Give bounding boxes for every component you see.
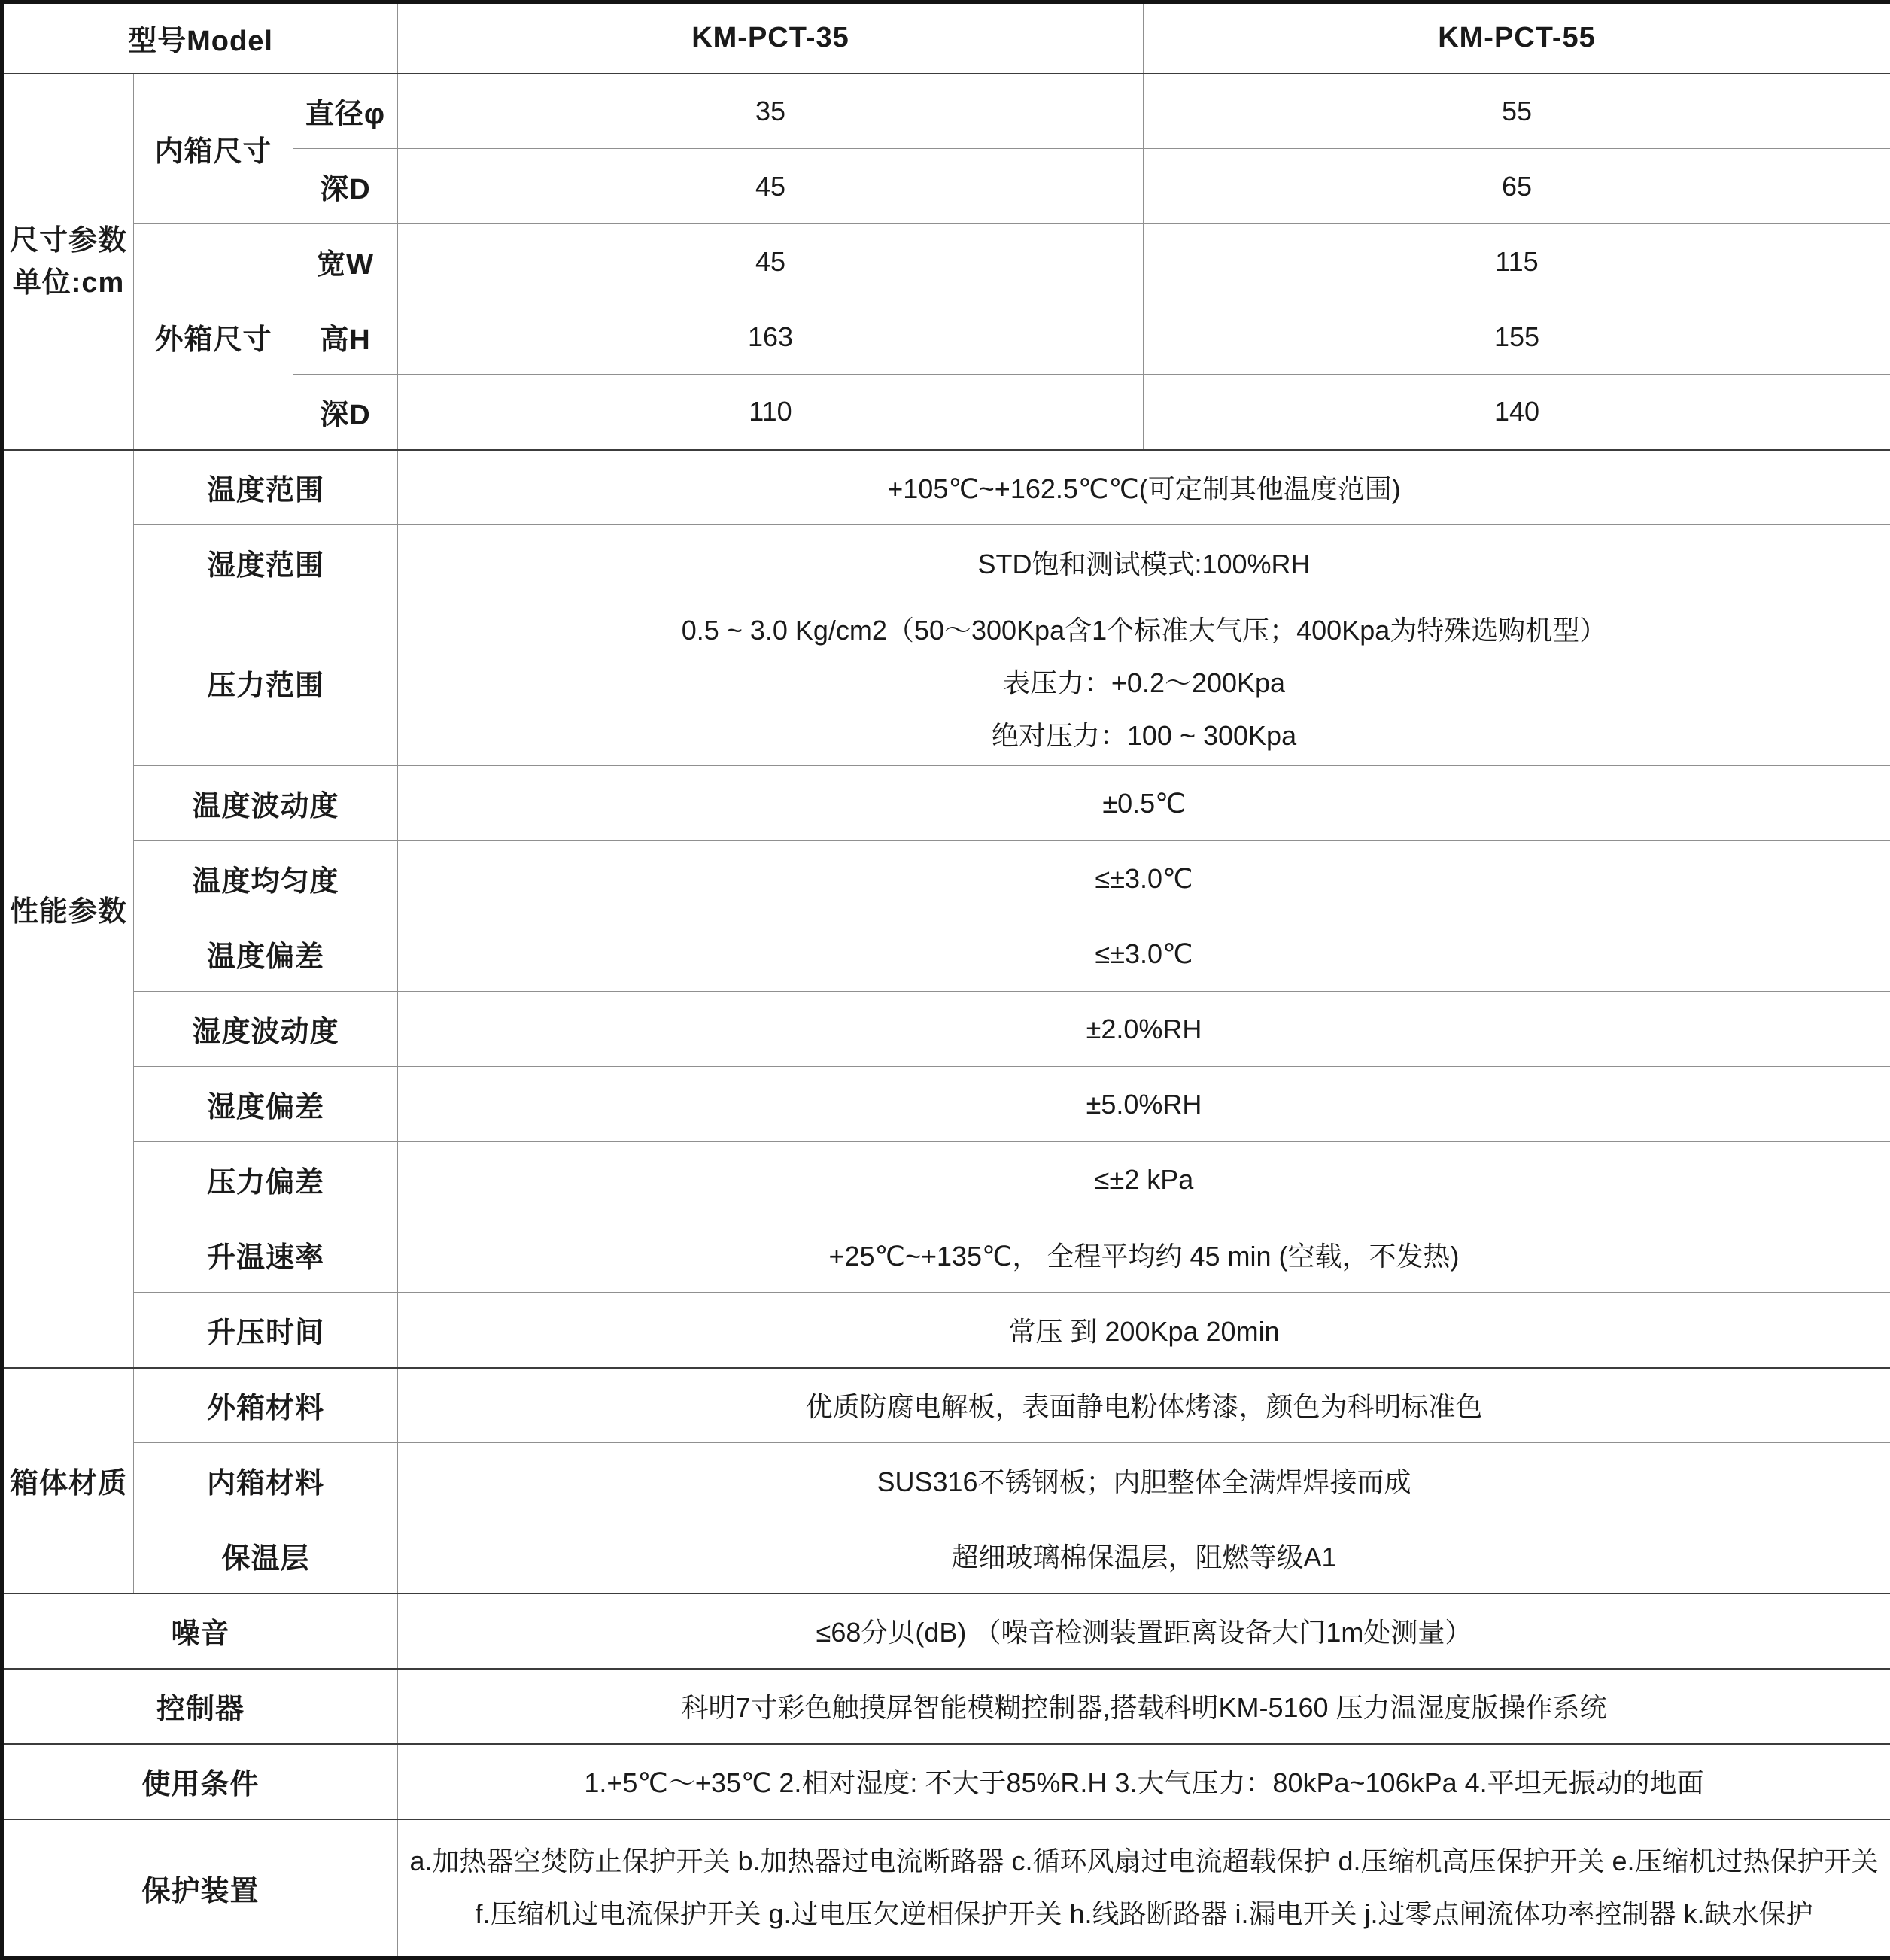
spec-label: 压力范围: [134, 600, 398, 766]
protection-device-line: a.加热器空焚防止保护开关 b.加热器过电流断路器 c.循环风扇过电流超载保护 d.压缩机高压保护开关 e.压缩机过热保护开关: [404, 1835, 1884, 1888]
spec-value: 45: [398, 149, 1144, 224]
spec-label: 宽W: [293, 224, 398, 299]
table-row: [2, 992, 1890, 1067]
spec-label: 保温层: [134, 1518, 398, 1594]
spec-label: 压力偏差: [134, 1142, 398, 1217]
spec-value: [398, 1819, 1890, 1958]
spec-label: 湿度偏差: [134, 1067, 398, 1142]
table-row: [2, 224, 1890, 299]
spec-value: STD饱和测试模式:100%RH: [398, 525, 1890, 600]
spec-value: 优质防腐电解板，表面静电粉体烤漆，颜色为科明标准色: [398, 1368, 1890, 1443]
spec-value: ±0.5℃: [398, 766, 1890, 841]
table-row: [2, 1142, 1890, 1217]
model-column-55: KM-PCT-55: [1144, 2, 1890, 74]
table-row: [2, 916, 1890, 992]
table-row: [2, 1518, 1890, 1594]
table-row: [2, 1368, 1890, 1443]
table-row: [2, 450, 1890, 525]
spec-label: 温度均匀度: [134, 841, 398, 916]
group-label-cabinet: 箱体材质: [2, 1368, 134, 1594]
table-row: [2, 1443, 1890, 1518]
spec-value: 45: [398, 224, 1144, 299]
spec-label: 温度范围: [134, 450, 398, 525]
spec-label: 控制器: [2, 1669, 398, 1744]
group-label-dimensions: [2, 74, 134, 450]
pressure-range-line: 绝对压力：100 ~ 300Kpa: [404, 710, 1884, 762]
pressure-range-line: 0.5 ~ 3.0 Kg/cm2（50～300Kpa含1个标准大气压；400Kpa为特殊选购机型）: [404, 604, 1884, 657]
spec-value: 65: [1144, 149, 1890, 224]
dimensions-unit-label: 单位:cm: [10, 262, 127, 304]
spec-label: 内箱材料: [134, 1443, 398, 1518]
spec-label: 使用条件: [2, 1744, 398, 1819]
table-row: [2, 1067, 1890, 1142]
spec-value: 163: [398, 299, 1144, 375]
table-row: [2, 1594, 1890, 1669]
spec-label: 保护装置: [2, 1819, 398, 1958]
table-row: [2, 525, 1890, 600]
model-header-label: 型号Model: [2, 2, 398, 74]
dimensions-group-title: 尺寸参数: [10, 220, 127, 262]
spec-label: 高H: [293, 299, 398, 375]
spec-value: 140: [1144, 375, 1890, 450]
spec-value: 55: [1144, 74, 1890, 149]
table-row: [2, 766, 1890, 841]
spec-value: 科明7寸彩色触摸屏智能模糊控制器,搭载科明KM-5160 压力温湿度版操作系统: [398, 1669, 1890, 1744]
table-row: [2, 600, 1890, 766]
spec-value: ±5.0%RH: [398, 1067, 1890, 1142]
spec-value: 35: [398, 74, 1144, 149]
spec-value: ≤±3.0℃: [398, 916, 1890, 992]
table-row: [2, 1217, 1890, 1293]
spec-value: ≤±2 kPa: [398, 1142, 1890, 1217]
spec-value: [398, 600, 1890, 766]
spec-label: 湿度范围: [134, 525, 398, 600]
model-column-35: KM-PCT-35: [398, 2, 1144, 74]
protection-device-line: f.压缩机过电流保护开关 g.过电压欠逆相保护开关 h.线路断路器 i.漏电开关 j.过零点闸流体功率控制器 k.缺水保护: [404, 1888, 1884, 1940]
spec-label: 直径φ: [293, 74, 398, 149]
spec-value: +25℃~+135℃， 全程平均约 45 min (空载，不发热): [398, 1217, 1890, 1293]
inner-box-group-label: 内箱尺寸: [134, 74, 293, 224]
spec-value: ≤±3.0℃: [398, 841, 1890, 916]
pressure-range-line: 表压力：+0.2～200Kpa: [404, 657, 1884, 710]
spec-label: 温度波动度: [134, 766, 398, 841]
spec-value: +105℃~+162.5℃℃(可定制其他温度范围): [398, 450, 1890, 525]
spec-value: 超细玻璃棉保温层，阻燃等级A1: [398, 1518, 1890, 1594]
spec-label: 湿度波动度: [134, 992, 398, 1067]
spec-label: 噪音: [2, 1594, 398, 1669]
spec-value: ±2.0%RH: [398, 992, 1890, 1067]
spec-label: 升温速率: [134, 1217, 398, 1293]
spec-value: 1.+5℃～+35℃ 2.相对湿度: 不大于85%R.H 3.大气压力：80kPa~106kPa 4.平坦无振动的地面: [398, 1744, 1890, 1819]
spec-value: 115: [1144, 224, 1890, 299]
table-row: [2, 1669, 1890, 1744]
outer-box-group-label: 外箱尺寸: [134, 224, 293, 450]
spec-label: 深D: [293, 375, 398, 450]
spec-label: 深D: [293, 149, 398, 224]
table-header-row: [2, 2, 1890, 74]
group-label-performance: 性能参数: [2, 450, 134, 1368]
spec-value: SUS316不锈钢板；内胆整体全满焊焊接而成: [398, 1443, 1890, 1518]
spec-value: 常压 到 200Kpa 20min: [398, 1293, 1890, 1368]
spec-label: 外箱材料: [134, 1368, 398, 1443]
spec-label: 升压时间: [134, 1293, 398, 1368]
table-row: [2, 74, 1890, 149]
table-row: [2, 841, 1890, 916]
table-row: [2, 1819, 1890, 1958]
spec-value: 155: [1144, 299, 1890, 375]
spec-label: 温度偏差: [134, 916, 398, 992]
spec-value: 110: [398, 375, 1144, 450]
table-row: [2, 1293, 1890, 1368]
spec-value: ≤68分贝(dB) （噪音检测装置距离设备大门1m处测量）: [398, 1594, 1890, 1669]
table-row: [2, 1744, 1890, 1819]
